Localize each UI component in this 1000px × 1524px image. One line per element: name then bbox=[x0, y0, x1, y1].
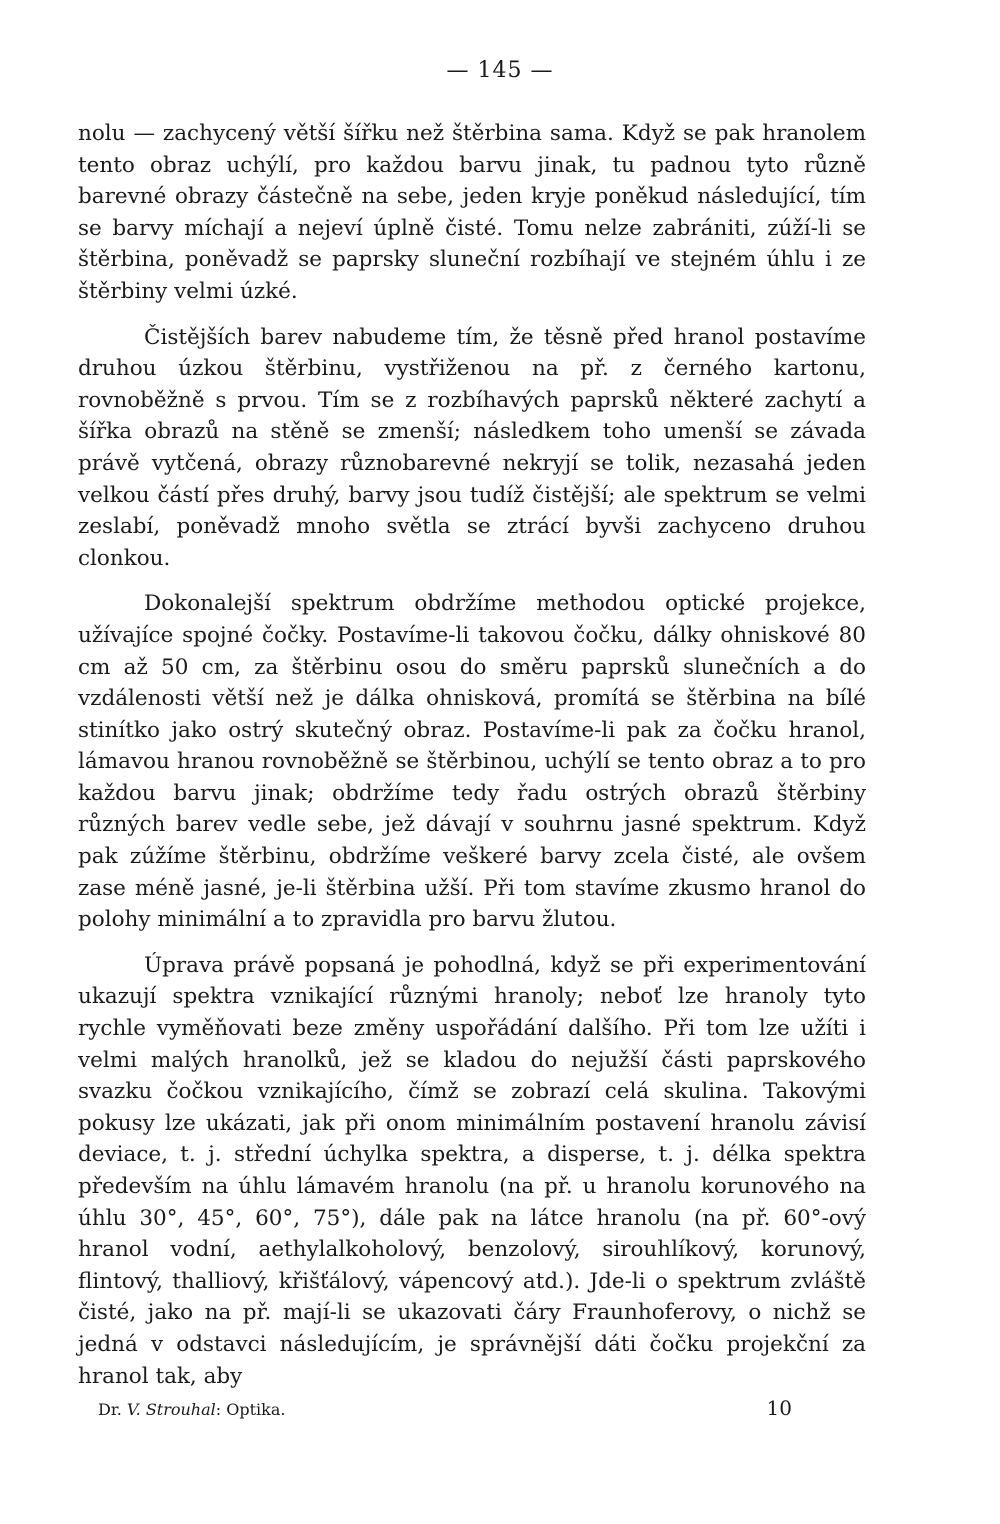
footer-citation bbox=[98, 1400, 285, 1419]
paragraph-3: Dokonalejší spektrum obdržíme methodou optické projekce, užívajíce spojné čočky. Postavíme-li takovou čočku, dálky ohniskové 80 cm až 50 cm, za štěrbinu osou do směru paprsků slunečních a do vzdálenosti větší než je dálka ohnisková, promítá se štěrbina na bílé stinítko jako ostrý skutečný obraz. Postavíme-li pak za čočku hranol, lámavou hranou rovnoběžně se štěrbinou, uchýlí se tento obraz a to pro každou barvu jinak; obdržíme tedy řadu ostrých obrazů štěrbiny různých barev vedle sebe, jež dávají v souhrnu jasné spektrum. Když pak zúžíme štěrbinu, obdržíme veškeré barvy zcela čisté, ale ovšem zase méně jasné, je-li štěrbina užší. Při tom stavíme zkusmo hranol do polohy minimální a to zpravidla pro barvu žlutou. bbox=[78, 591, 866, 933]
paragraph-4: Úprava právě popsaná je pohodlná, když se při experimentování ukazují spektra vznikající různými hranoly; neboť lze hranoly tyto rychle vyměňovati beze změny uspořádání dalšího. Při tom lze užíti i velmi malých hranolků, jež se kladou do nejužší části paprskového svazku čočkou vznikajícího, čímž se zobrazí celá skulina. Takovými pokusy lze ukázati, jak při onom minimálním postavení hranolu závisí deviace, t. j. střední úchylka spektra, a disperse, t. j. délka spektra především na úhlu lámavém hranolu (na př. u hranolu korunového na úhlu 30°, 45°, 60°, 75°), dále pak na látce hranolu (na př. 60°-ový hranol vodní, aethylalkoholový, benzolový, sirouhlíkový, korunový, flintový, thalliový, křišťálový, vápencový atd.). Jde-li o spektrum zvláště čisté, jako na př. mají-li se ukazovati čáry Fraunhoferovy, o nichž se jedná v odstavci následujícím, je správnější dáti čočku projekční za hranol tak, aby bbox=[78, 952, 866, 1389]
paragraph-2: Čistějších barev nabudeme tím, že těsně před hranol postavíme druhou úzkou štěrbinu, vystřiženou na př. z černého kartonu, rovnoběžně s prvou. Tím se z rozbíhavých paprsků některé zachytí a šířka obrazů na stěně se zmenší; následkem toho umenší se závada právě vytčená, obrazy různobarevné nekryjí se tolik, nezasahá jeden velkou částí přes druhý, barvy jsou tudíž čistější; ale spektrum se velmi zeslabí, poněvadž mnoho světla se ztrácí byvši zachyceno druhou clonkou. bbox=[78, 324, 866, 571]
page-body bbox=[78, 118, 866, 1406]
page-header bbox=[0, 58, 1000, 83]
footer-book-title: : Optika. bbox=[215, 1400, 286, 1419]
footer-author-prefix: Dr. bbox=[98, 1400, 127, 1419]
paragraph-1: nolu — zachycený větší šířku než štěrbina sama. Když se pak hranolem tento obraz uchýlí, pro každou barvu jinak, tu padnou tyto různě barevné obrazy částečně na sebe, jeden kryje poněkud následující, tím se barvy míchají a nejeví úplně čisté. Tomu nelze zabrániti, zúží-li se štěrbina, poněvadž se paprsky sluneční rozbíhají ve stejném úhlu i ze štěrbiny velmi úzké. bbox=[78, 121, 866, 304]
footer-author-name: V. Strouhal bbox=[126, 1400, 216, 1419]
signature-mark: 10 bbox=[766, 1396, 792, 1420]
page-number: — 145 — bbox=[446, 58, 554, 83]
